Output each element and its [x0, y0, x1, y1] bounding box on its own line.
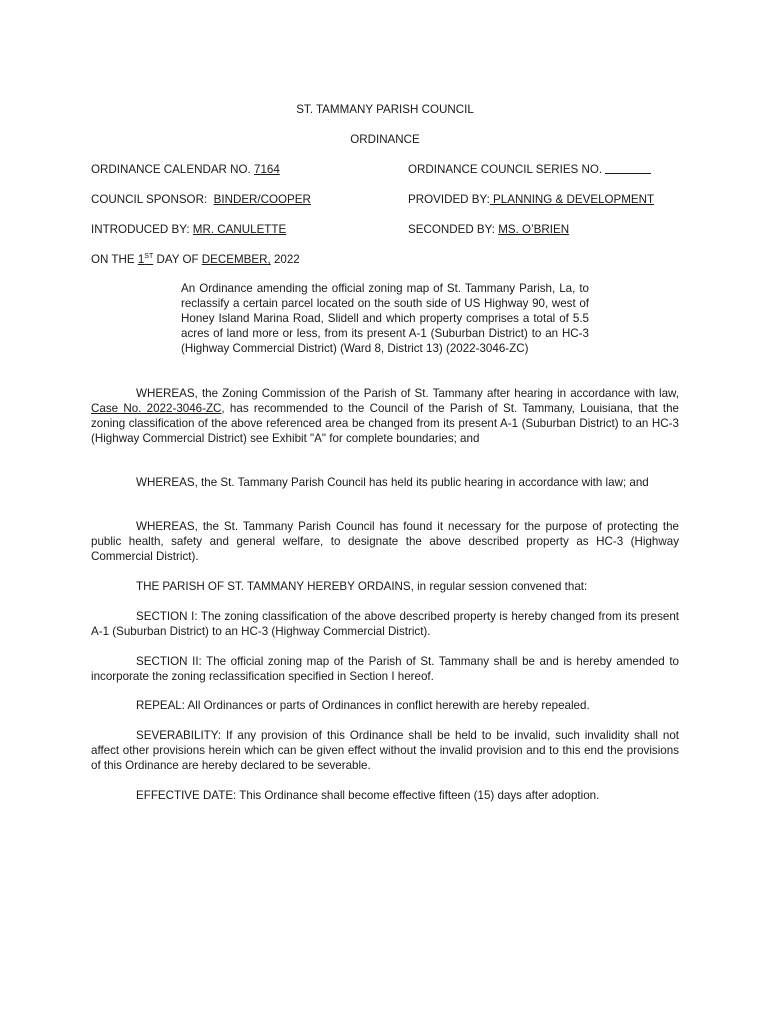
series-blank [605, 173, 651, 174]
sponsor-value: BINDER/COOPER [213, 193, 311, 206]
provided-value: PLANNING & DEVELOPMENT [489, 193, 655, 206]
provided-by: PROVIDED BY: PLANNING & DEVELOPMENT [408, 193, 655, 206]
seconded-by: SECONDED BY: MS. O’BRIEN [408, 223, 570, 236]
adoption-date: ON THE 1ST DAY OF DECEMBER, 2022 [91, 253, 300, 266]
case-number: Case No. 2022-3046-ZC [91, 402, 222, 415]
severability-clause: SEVERABILITY: If any provision of this Ordinance shall be held to be invalid, such invalidity shall not affect other provisions herein which can be given effect without the invalid provision and to this end the provisions of this Ordinance are hereby declared to be severable. [91, 729, 679, 772]
calendar-value: 7164 [254, 163, 280, 176]
date-month: DECEMBER, [201, 253, 271, 266]
whereas-necessary: WHEREAS, the St. Tammany Parish Council has found it necessary for the purpose of protecting the public health, safety and general welfare, to designate the above described property as HC-3 (Highway Commercial District). [91, 520, 679, 563]
repeal-clause: REPEAL: All Ordinances or parts of Ordinances in conflict herewith are hereby repealed. [136, 699, 590, 712]
seconded-value: MS. O’BRIEN [498, 223, 570, 236]
council-title: ST. TAMMANY PARISH COUNCIL [296, 103, 474, 116]
ordinance-summary: An Ordinance amending the official zoning map of St. Tammany Parish, La, to reclassify a certain parcel located on the south side of US Highway 90, west of Honey Island Marina Road, Slidell and which property comprises a total of 5.5 acres of land more or less, from its present A-1 (Suburban District) to an HC-3 (Highway Commercial District) (Ward 8, District 13) (2022-3046-ZC) [181, 282, 589, 355]
whereas-zoning-commission: WHEREAS, the Zoning Commission of the Parish of St. Tammany after hearing in accordance with law, Case No. 2022-3046-ZC, has recommended to the Council of the Parish of St. Tammany, Louisiana, that the zoning classification of the above referenced area be changed from its present A-1 (Suburban District) to an HC-3 (Highway Commercial District) see Exhibit "A" for complete boundaries; and [91, 387, 679, 445]
whereas-public-hearing: WHEREAS, the St. Tammany Parish Council has held its public hearing in accordance with law; and [136, 476, 649, 489]
effective-date-clause: EFFECTIVE DATE: This Ordinance shall become effective fifteen (15) days after adoption. [136, 789, 600, 802]
calendar-no: ORDINANCE CALENDAR NO. 7164 [91, 163, 280, 176]
introduced-value: MR. CANULETTE [192, 223, 287, 236]
introduced-by: INTRODUCED BY: MR. CANULETTE [91, 223, 287, 236]
council-sponsor: COUNCIL SPONSOR: BINDER/COOPER [91, 193, 311, 206]
doc-type-title: ORDINANCE [350, 133, 420, 146]
series-no: ORDINANCE COUNCIL SERIES NO. [408, 163, 651, 176]
date-day: 1ST [137, 253, 154, 266]
section-two: SECTION II: The official zoning map of the Parish of St. Tammany shall be and is hereby amended to incorporate the zoning reclassification specified in Section I hereof. [91, 655, 679, 683]
ordains-clause: THE PARISH OF ST. TAMMANY HEREBY ORDAINS, in regular session convened that: [136, 580, 588, 593]
section-one: SECTION I: The zoning classification of the above described property is hereby changed from its present A-1 (Suburban District) to an HC-3 (Highway Commercial District). [91, 610, 679, 638]
